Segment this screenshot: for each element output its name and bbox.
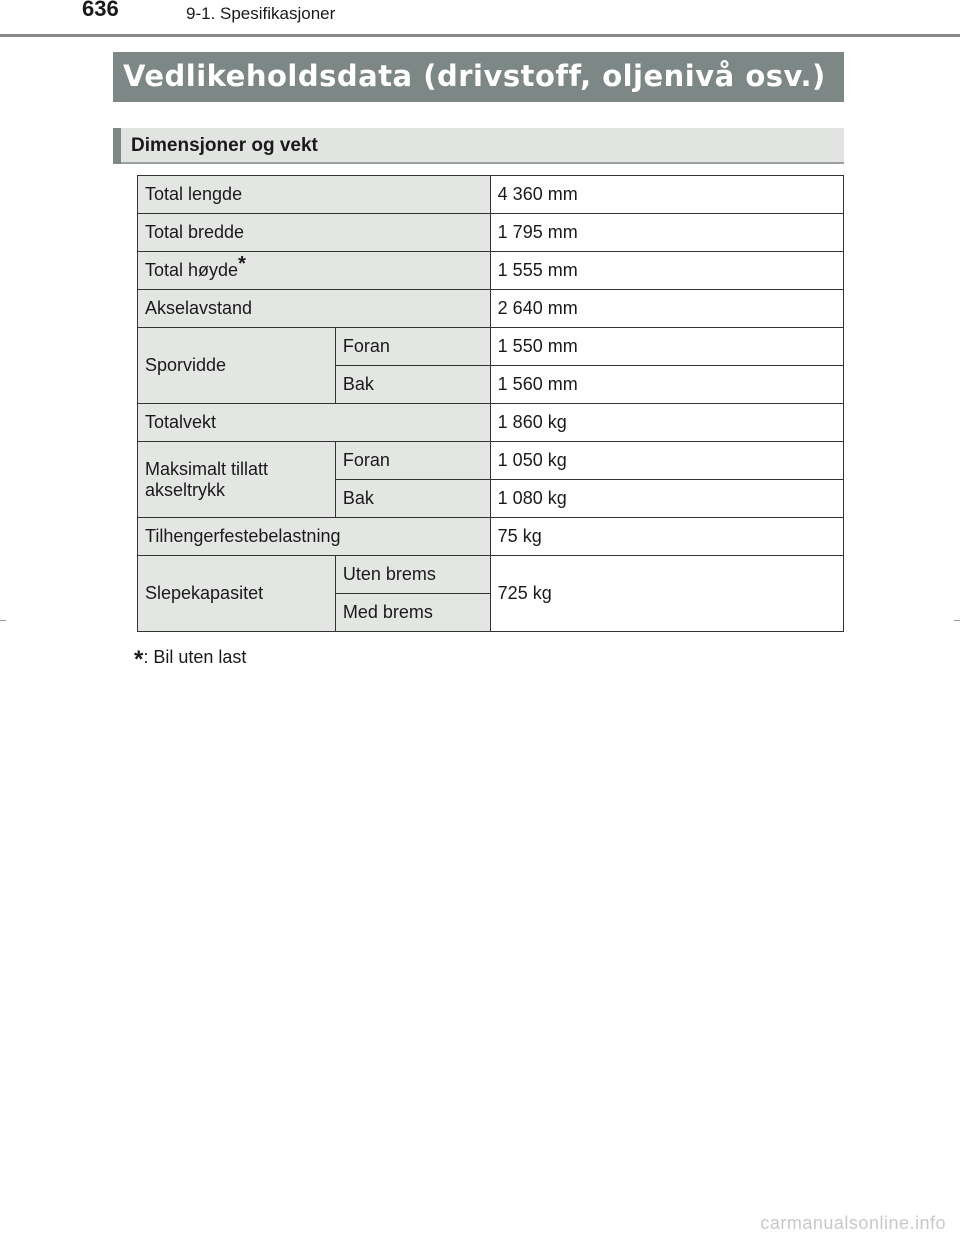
footnote-star: * — [134, 646, 144, 673]
row-value: 1 555 mm — [490, 252, 843, 290]
crop-mark-left — [0, 620, 6, 621]
section-reference: 9-1. Spesifikasjoner — [186, 4, 336, 23]
row-value: 725 kg — [490, 556, 843, 632]
page-number: 636 — [82, 0, 119, 21]
row-label-group: Slepekapasitet — [138, 556, 336, 632]
table-row — [138, 176, 844, 214]
table-row — [138, 556, 844, 594]
row-label-group: Maksimalt tillatt akseltrykk — [138, 442, 336, 518]
dimensions-table — [137, 175, 844, 632]
row-sublabel: Foran — [335, 328, 490, 366]
row-value: 1 550 mm — [490, 328, 843, 366]
row-label-group: Sporvidde — [138, 328, 336, 404]
page-title: Vedlikeholdsdata (drivstoff, oljenivå osv.) — [123, 59, 826, 93]
subsection-title: Dimensjoner og vekt — [131, 135, 318, 156]
row-value: 1 050 kg — [490, 442, 843, 480]
row-sublabel: Uten brems — [335, 556, 490, 594]
subsection-accent — [113, 128, 121, 164]
row-value: 4 360 mm — [490, 176, 843, 214]
row-sublabel: Med brems — [335, 594, 490, 632]
row-sublabel: Bak — [335, 480, 490, 518]
table-row — [138, 214, 844, 252]
footnote-marker: * — [238, 253, 246, 275]
row-label: Tilhengerfestebelastning — [138, 518, 491, 556]
table-row — [138, 290, 844, 328]
row-sublabel: Foran — [335, 442, 490, 480]
table-row — [138, 252, 844, 290]
row-label: Totalvekt — [138, 404, 491, 442]
row-label: Total lengde — [138, 176, 491, 214]
row-value: 1 795 mm — [490, 214, 843, 252]
row-value: 1 560 mm — [490, 366, 843, 404]
table-row — [138, 404, 844, 442]
crop-mark-right — [954, 620, 960, 621]
header-divider — [0, 34, 960, 37]
row-label: Total bredde — [138, 214, 491, 252]
footnote-text: : Bil uten last — [143, 647, 247, 667]
page-title-bar — [113, 52, 844, 102]
row-sublabel: Bak — [335, 366, 490, 404]
row-value: 2 640 mm — [490, 290, 843, 328]
table-row — [138, 442, 844, 480]
row-label: Akselavstand — [138, 290, 491, 328]
table-row — [138, 328, 844, 366]
row-label-height — [138, 252, 491, 290]
table-row — [138, 518, 844, 556]
height-label-text: Total høyde — [145, 260, 239, 280]
row-value: 1 080 kg — [490, 480, 843, 518]
footnote — [134, 642, 247, 673]
row-value: 75 kg — [490, 518, 843, 556]
row-value: 1 860 kg — [490, 404, 843, 442]
subsection-bar — [113, 128, 844, 164]
watermark: carmanualsonline.info — [760, 1213, 946, 1233]
